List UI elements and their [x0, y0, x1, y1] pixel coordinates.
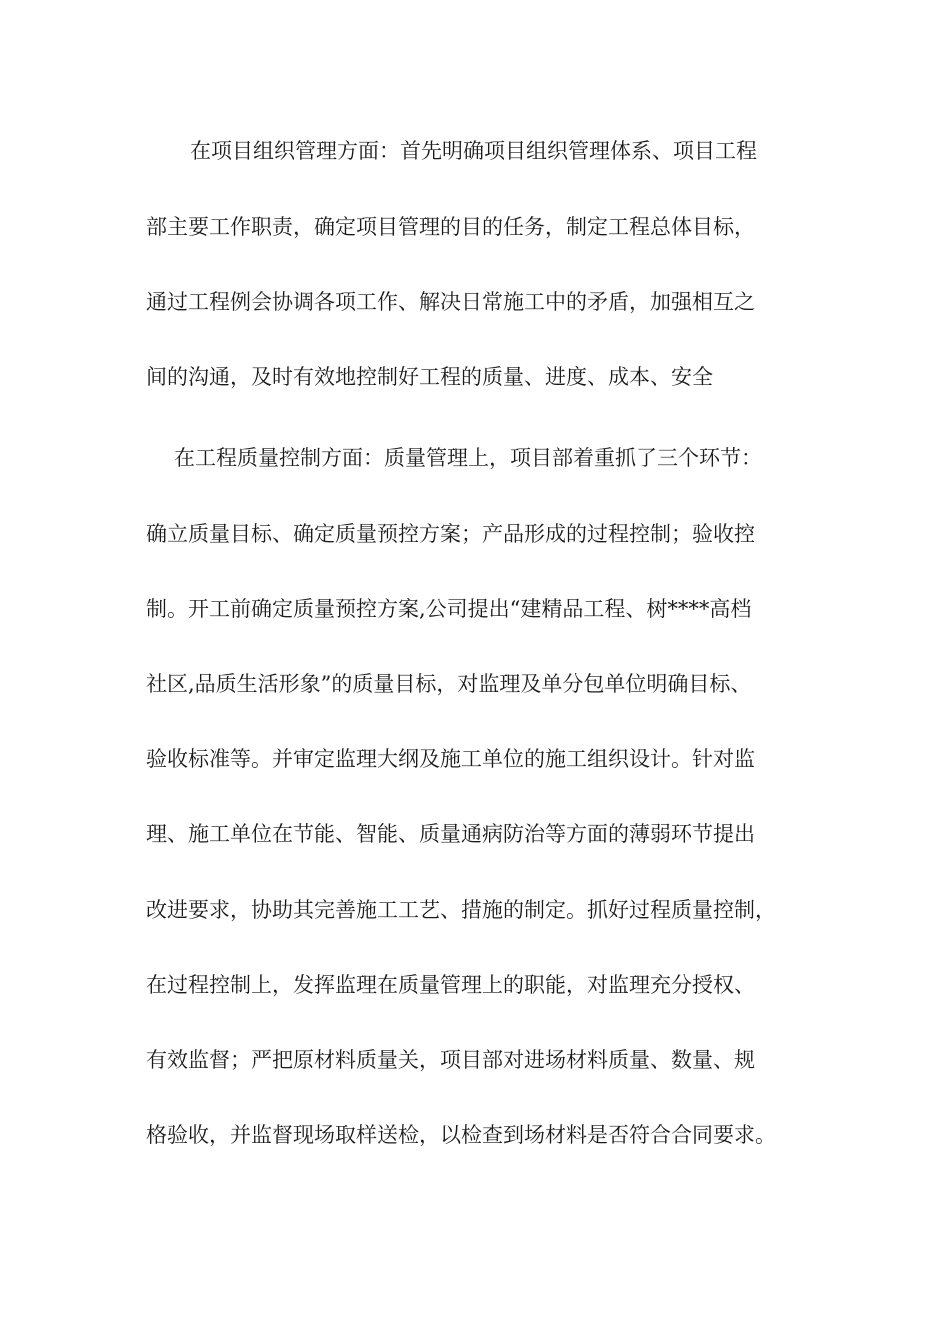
paragraph-2-line-9: 有效监督；严把原材料质量关，项目部对进场材料质量、数量、规 — [146, 1048, 755, 1072]
paragraph-1-line-1: 在项目组织管理方面：首先明确项目组织管理体系、项目工程 — [190, 139, 757, 163]
paragraph-2-line-5: 验收标准等。并审定监理大纲及施工单位的施工组织设计。针对监 — [146, 747, 755, 771]
paragraph-2-line-2: 确立质量目标、确定质量预控方案；产品形成的过程控制；验收控 — [146, 522, 755, 546]
paragraph-1-line-2: 部主要工作职责，确定项目管理的目的任务，制定工程总体目标， — [146, 215, 755, 239]
paragraph-2-line-1: 在工程质量控制方面：质量管理上，项目部着重抓了三个环节： — [174, 446, 762, 470]
paragraph-2-line-3: 制。开工前确定质量预控方案,公司提出“建精品工程、树****高档 — [146, 597, 752, 621]
paragraph-2-line-6: 理、施工单位在节能、智能、质量通病防治等方面的薄弱环节提出 — [146, 822, 755, 846]
paragraph-2-line-4: 社区,品质生活形象”的质量目标，对监理及单分包单位明确目标、 — [146, 672, 752, 696]
paragraph-2-line-7: 改进要求，协助其完善施工工艺、措施的制定。抓好过程质量控制， — [146, 898, 776, 922]
paragraph-2-line-10: 格验收，并监督现场取样送检，以检查到场材料是否符合合同要求。 — [146, 1123, 776, 1147]
paragraph-1-line-4: 间的沟通，及时有效地控制好工程的质量、进度、成本、安全 — [146, 365, 713, 389]
paragraph-1-line-3: 通过工程例会协调各项工作、解决日常施工中的矛盾，加强相互之 — [146, 290, 755, 314]
paragraph-2-line-8: 在过程控制上，发挥监理在质量管理上的职能，对监理充分授权、 — [146, 973, 755, 997]
